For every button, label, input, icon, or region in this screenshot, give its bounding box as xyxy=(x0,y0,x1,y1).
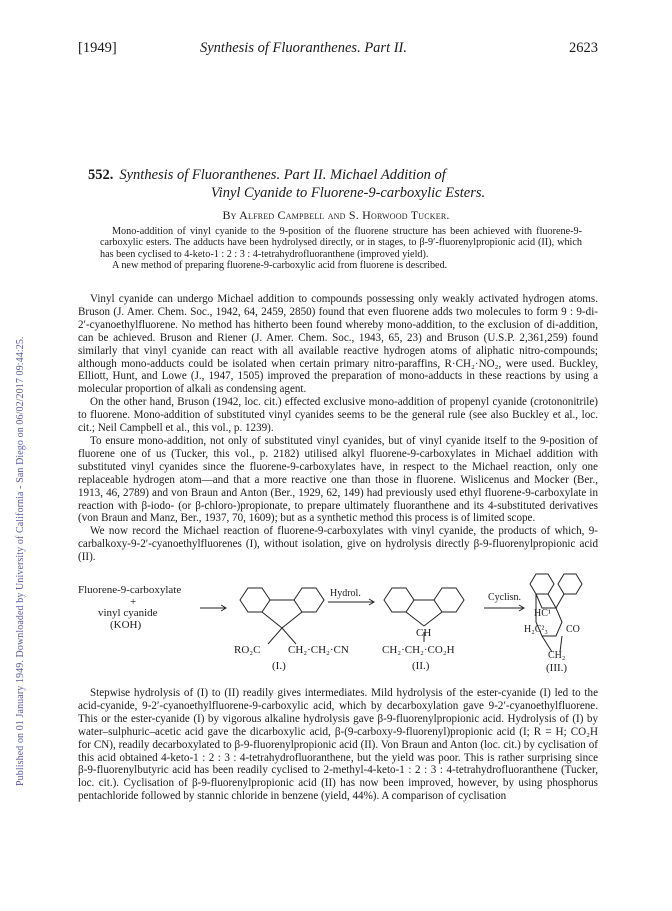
body-paragraph: Vinyl cyanide can undergo Michael addition to compounds possessing only weakly activated hydrogen atoms. Bruson (J. Amer. Chem. Soc., 1942, 64, 2459, 2850) found that even fluorene adds two molecules to form 9 : 9-di-2′-cyanoethylfluorene. No method has hitherto been found whereby mono-addition, to the exclusion of di-addition, can be achieved. Bruson and Riener (J. Amer. Chem. Soc., 1943, 65, 23) and Bruson (U.S.P. 2,361,259) found similarly that vinyl cyanide can react with all available reactive hydrogen atoms of aliphatic nitro-compounds; although mono-adducts could be isolated when certain primary nitro-paraffins, R·CH₂·NO₂, were used. Buckley, Elliott, Hunt, and Lowe (J., 1947, 1505) improved the preparation of mono-adducts in these reactions by using a molecular proportion of alkali as condensing agent. xyxy=(78,293,598,396)
compound-1-cyanoethyl-substituent: CH₂·CH₂·CN xyxy=(288,644,349,656)
body-paragraph: To ensure mono-addition, not only of substituted vinyl cyanides, but of vinyl cyanide itself to the 9-position of fluorene one of us (Tucker, this vol., p. 2182) utilised alkyl fluorene-9-carboxylates in Michael addition with substituted vinyl cyanides since the fluorene-9-carboxylates have, in respect to the Michael reaction, only one replaceable hydrogen atom—and that a more reactive one than those in fluorene. Wislicenus and Mocker (Ber., 1913, 46, 2789) and von Braun and Anton (Ber., 1929, 62, 149) had previously used ethyl fluorene-9-carboxylate in reaction with β-iodo- (or β-chloro-)propionate, to prepare ultimately fluoranthene and its 4-substituted derivatives (von Braun and Manz, Ber., 1937, 70, 1609); but as a synthetic method this process is of limited scope. xyxy=(78,434,598,525)
compound-2-propionic-chain: CH₂·CH₂·CO₂H xyxy=(382,644,455,656)
arrow-hydrolysis-label: Hydrol. xyxy=(330,588,361,599)
download-watermark-text: Published on 01 January 1949. Downloaded by University of California - San Diego on 06/02/2017 09:44:25. xyxy=(15,336,26,786)
header-year: [1949] xyxy=(78,40,117,56)
compound-3-ch2: CH₂ xyxy=(548,650,566,661)
compound-3-hc: HC¹ xyxy=(534,608,551,619)
reaction-scheme xyxy=(78,572,598,682)
compound-3-h2c: H₂C²₃ xyxy=(524,624,548,635)
body-paragraph: Stepwise hydrolysis of (I) to (II) readily gives intermediates. Mild hydrolysis of the ester-cyanide (I) led to the acid-cyanide, 9-2′-cyanoethylfluorene-9-carboxylic acid, which by decarboxylation gave 9-2′-cyanoethylfluorene. This or the ester-cyanide (I) by vigorous alkaline hydrolysis gave β-9-fluorenylpropionic acid. Hydrolysis of (I) by water–sulphuric–acetic acid gave the dicarboxylic acid, β-(9-carboxy-9-fluorenyl)propionic acid (I; R = H; CO₂H for CN), readily decarboxylated to β-9-fluorenylpropionic acid (II). Von Braun and Anton (loc. cit.) by cyclisation of this acid obtained 4-keto-1 : 2 : 3 : 4-tetrahydrofluoranthene, but the yield was poor. This is rather surprising since β-9-fluorenylbutyric acid has been readily cyclised to 2-methyl-4-keto-1 : 2 : 3 : 4-tetrahydrofluoranthene (Tucker, loc. cit.). Cyclisation of β-9-fluorenylpropionic acid (II) has now been improved, however, by using phosphorus pentachloride followed by stannic chloride in benzene (yield, 44%). A comparison of cyclisation xyxy=(78,687,598,803)
abstract-paragraph: A new method of preparing fluorene-9-carboxylic acid from fluorene is described. xyxy=(112,259,448,271)
body-paragraph: On the other hand, Bruson (1942, loc. cit.) effected exclusive mono-addition of propenyl cyanide (crotononitrile) to fluorene. Mono-addition of substituted vinyl cyanides seems to be the general rule (see also Buckley et al., loc. cit.; Neil Campbell et al., this vol., p. 1239). xyxy=(78,396,598,435)
abstract xyxy=(100,226,582,271)
article-title xyxy=(88,166,608,202)
compound-1-label: (I.) xyxy=(272,660,286,672)
body-paragraph: We now record the Michael reaction of fluorene-9-carboxylates with vinyl cyanide, the products of which, 9-carbalkoxy-9-2′-cyanoethylfluorenes (I), without isolation, give on hydrolysis directly β-9-fluorenylpropionic acid (II). xyxy=(78,525,598,564)
download-watermark xyxy=(4,96,26,796)
compound-2-label: (II.) xyxy=(412,660,430,672)
title-line-2: Vinyl Cyanide to Fluorene-9-carboxylic Esters. xyxy=(210,185,486,201)
compound-1-ester-substituent: RO₂C xyxy=(234,644,261,656)
reagent-fluorene-carboxylate: Fluorene-9-carboxylate xyxy=(78,584,182,596)
article-number: 552. xyxy=(88,167,114,183)
abstract-paragraph: Mono-addition of vinyl cyanide to the 9-position of the fluorene structure has been achieved with fluorene-9-carboxylic esters. The adducts have been hydrolysed directly, or in stages, to β-9′-fluorenylpropionic acid (II), which has been cyclised to 4-keto-1 : 2 : 3 : 4-tetrahydrofluoranthene (improved yield). xyxy=(100,226,582,260)
body-text-bottom xyxy=(78,687,598,803)
reagent-koh: (KOH) xyxy=(110,619,142,631)
compound-2-ch: CH xyxy=(416,627,432,639)
arrow-cyclisation-label: Cyclisn. xyxy=(488,592,522,603)
title-line-1: Synthesis of Fluoranthenes. Part II. Michael Addition of xyxy=(119,167,446,183)
authors: By Alfred Campbell and S. Horwood Tucker. xyxy=(222,208,450,222)
compound-3-co: CO xyxy=(566,624,580,635)
reagent-vinyl-cyanide: vinyl cyanide xyxy=(98,607,158,619)
header-title: Synthesis of Fluoranthenes. Part II. xyxy=(200,40,408,56)
reagent-plus: + xyxy=(130,596,137,608)
compound-3-label: (III.) xyxy=(546,662,568,674)
body-text-top xyxy=(78,293,598,564)
header-page-number: 2623 xyxy=(569,40,598,56)
